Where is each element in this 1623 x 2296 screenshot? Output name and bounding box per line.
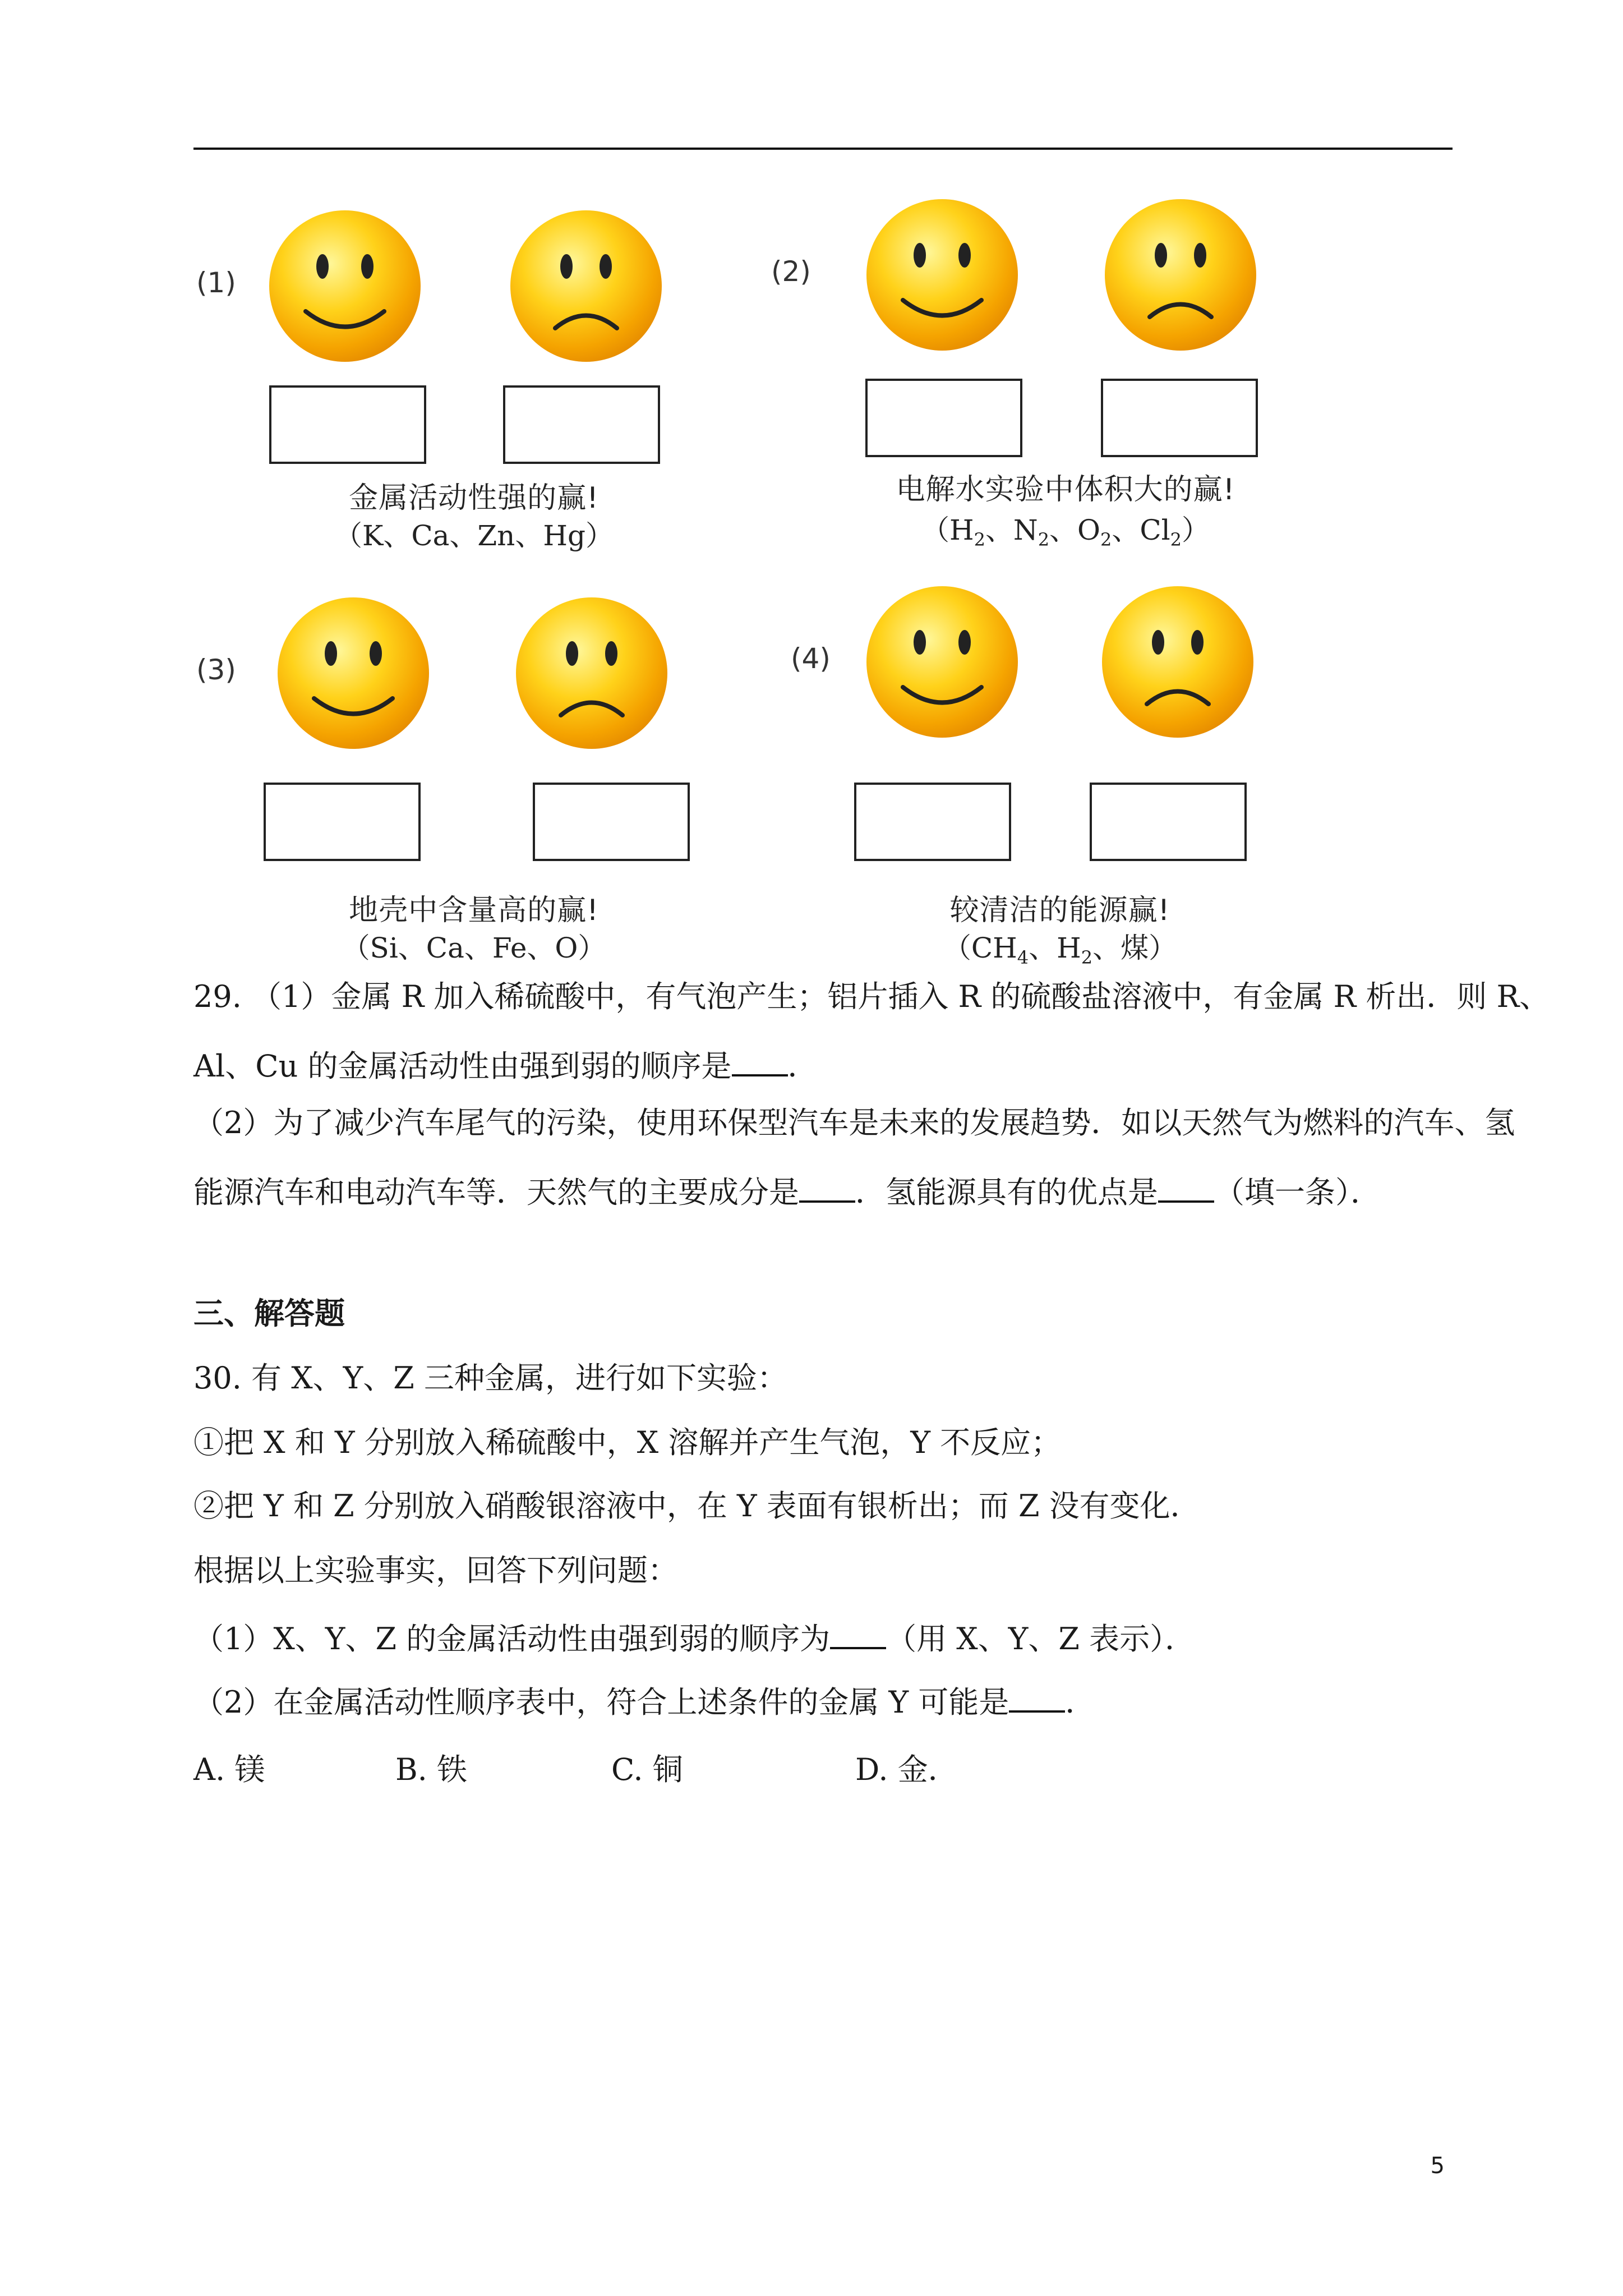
panel-2-caption: 电解水实验中体积大的赢! xyxy=(896,473,1235,507)
answer-box[interactable] xyxy=(1101,379,1258,457)
q30-experiment-2: ②把 Y 和 Z 分别放入硝酸银溶液中，在 Y 表面有银析出；而 Z 没有变化． xyxy=(193,1488,1201,1524)
q29-line-2: Al、Cu 的金属活动性由强到弱的顺序是 ． xyxy=(193,1046,818,1082)
answer-box[interactable] xyxy=(1090,783,1247,861)
panel-3-caption: 地壳中含量高的赢! xyxy=(349,894,599,927)
option-d[interactable]: D. 金． xyxy=(855,1752,958,1787)
option-c[interactable]: C. 铜 xyxy=(611,1752,683,1787)
panel-1-formula: （K、Ca、Zn、Hg） xyxy=(334,519,614,552)
answer-box[interactable] xyxy=(264,783,421,861)
panel-1-number: (1) xyxy=(196,266,236,299)
sad-face-icon xyxy=(1102,196,1259,353)
answer-box[interactable] xyxy=(269,385,426,464)
panel-4-caption: 较清洁的能源赢! xyxy=(949,894,1170,927)
answer-box[interactable] xyxy=(854,783,1011,861)
smiley-figure xyxy=(193,194,1270,968)
q29-line-4: 能源汽车和电动汽车等．天然气的主要成分是 ．氢能源具有的优点是 （填一条）． xyxy=(193,1172,1381,1208)
q30-sub-2: （2）在金属活动性顺序表中，符合上述条件的金属 Y 可能是 ． xyxy=(193,1682,1095,1718)
answer-box[interactable] xyxy=(533,783,690,861)
answer-box[interactable] xyxy=(503,385,660,464)
q29-line-1: 29. （1）金属 R 加入稀硫酸中，有气泡产生；铝片插入 R 的硫酸盐溶液中，有金属 R 析出．则 R、 xyxy=(193,979,1550,1014)
panel-1-caption: 金属活动性强的赢! xyxy=(349,481,599,515)
panel-3-number: (3) xyxy=(196,654,236,686)
sad-face-icon xyxy=(1099,583,1256,740)
page-number: 5 xyxy=(1430,2153,1445,2179)
section-heading: 三、解答题 xyxy=(193,1296,345,1331)
answer-blank[interactable] xyxy=(1158,1172,1214,1203)
happy-face-icon xyxy=(266,208,423,365)
panel-2-formula: （$H_2$、$N_2$、$O_2$、$Cl_2$） xyxy=(921,514,1210,550)
option-b[interactable]: B. 铁 xyxy=(395,1752,468,1787)
sad-face-icon xyxy=(513,595,670,752)
option-a[interactable]: A. 镁 xyxy=(193,1752,265,1787)
happy-face-icon xyxy=(864,196,1021,353)
panel-2-number: (2) xyxy=(771,255,811,288)
happy-face-icon xyxy=(864,583,1021,740)
answer-blank[interactable] xyxy=(830,1619,886,1649)
happy-face-icon xyxy=(275,595,432,752)
header-rule xyxy=(193,148,1453,150)
q30-experiment-1: ①把 X 和 Y 分别放入稀硫酸中，X 溶解并产生气泡，Y 不反应； xyxy=(193,1425,1062,1460)
q29-line-3: （2）为了减少汽车尾气的污染，使用环保型汽车是未来的发展趋势．如以天然气为燃料的汽车、氢 xyxy=(193,1105,1515,1140)
panel-4-number: (4) xyxy=(791,642,831,675)
panel-4-formula: （$CH_4$、$H_2$、煤） xyxy=(943,932,1177,968)
answer-blank[interactable] xyxy=(1009,1682,1065,1713)
panel-3-formula: （Si、Ca、Fe、O） xyxy=(342,932,606,964)
answer-box[interactable] xyxy=(865,379,1022,457)
sad-face-icon xyxy=(508,208,665,365)
q30-sub-1: （1）X、Y、Z 的金属活动性由强到弱的顺序为 （用 X、Y、Z 表示）． xyxy=(193,1619,1195,1654)
q30-prompt: 根据以上实验事实，回答下列问题： xyxy=(193,1553,678,1588)
q30-intro: 30. 有 X、Y、Z 三种金属，进行如下实验： xyxy=(193,1360,787,1396)
answer-blank[interactable] xyxy=(799,1172,855,1203)
answer-blank[interactable] xyxy=(732,1046,788,1076)
